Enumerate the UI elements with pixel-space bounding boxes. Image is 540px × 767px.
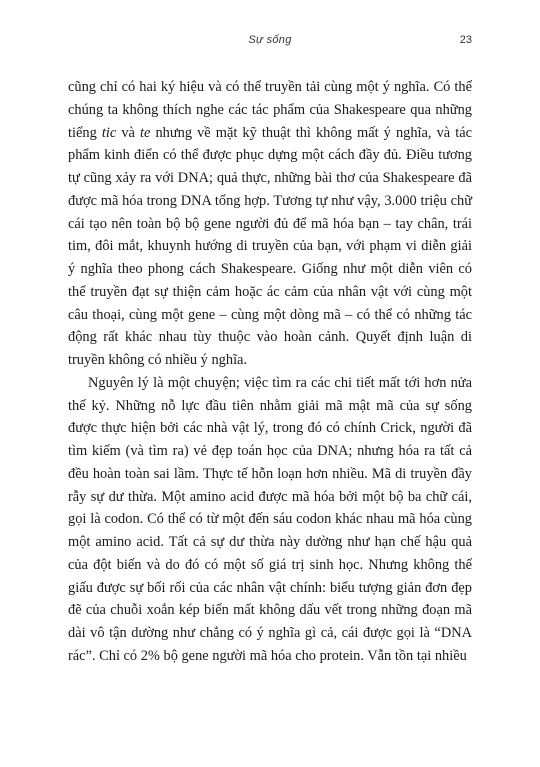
paragraph: Nguyên lý là một chuyện; việc tìm ra các chi tiết mất tới hơn nửa thế kỷ. Những nỗ lực đầu tiên nhằm giải mã mật mã của sự sống được thực hiện bởi các nhà vật lý, trong đó có chính Crick, người đã tìm kiếm (và tìm ra) vẻ đẹp toán học của DNA; nhưng hóa ra tất cả đều hoàn toàn sai lầm. Thực tế hỗn loạn hơn nhiều. Mã di truyền đầy rẫy sự dư thừa. Một amino acid được mã hóa bởi một bộ ba chữ cái, gọi là codon. Có thể có từ một đến sáu codon khác nhau mã hóa cùng một amino acid. Tất cả sự dư thừa này dường như hạn chế hậu quả của đột biến và do đó có một số giá trị sinh học. Nhưng không thể giấu được sự bối rối của các nhân vật chính: biểu tượng giản đơn đẹp đẽ của chuỗi xoắn kép biến mất không dấu vết trong những đoạn mã dài vô tận dường như chẳng có ý nghĩa gì cả, cái được gọi là “DNA rác”. Chỉ có 2% bộ gene người mã hóa cho protein. Vẫn tồn tại nhiều [68, 374, 472, 664]
running-header [68, 34, 472, 50]
paragraph-text: và [116, 124, 140, 141]
italic-term: tic [101, 124, 117, 141]
running-title: Sự sống [248, 34, 292, 46]
paragraph-text: nhưng về mặt kỹ thuật thì không mất ý nghĩa, và tác phẩm kinh điển có thể được phục dựng một cách đầy đủ. Điều tương tự cũng xảy ra với DNA; quả thực, những bài thơ của Shakespeare đã được mã hóa trong DNA tổng hợp. Tương tự như vậy, 3.000 triệu chữ cái tạo nên toàn bộ bộ gene người đủ để mã hóa bạn – tay chân, trái tim, đôi mắt, khuynh hướng di truyền của bạn, với phạm vi diễn giải ý nghĩa theo phong cách Shakespeare. Giống như một diễn viên có thể truyền đạt sự thiện cảm hoặc ác cảm của nhân vật với cùng một câu thoại, cùng một gene – cùng một dòng mã – có thể có những tác động rất khác nhau tùy thuộc vào hoàn cảnh. Quyết định luận di truyền không có nhiều ý nghĩa. [68, 124, 473, 368]
paragraph-text: cũng chỉ có hai ký hiệu và có thể truyền tải cùng một ý nghĩa. Có thể chúng ta không thích nghe các tác phẩm của Shakespeare qua những tiếng [68, 79, 472, 141]
page-number: 23 [459, 34, 472, 46]
italic-term: te [139, 124, 151, 141]
paragraph-continued [68, 76, 472, 372]
body-text [68, 76, 472, 668]
